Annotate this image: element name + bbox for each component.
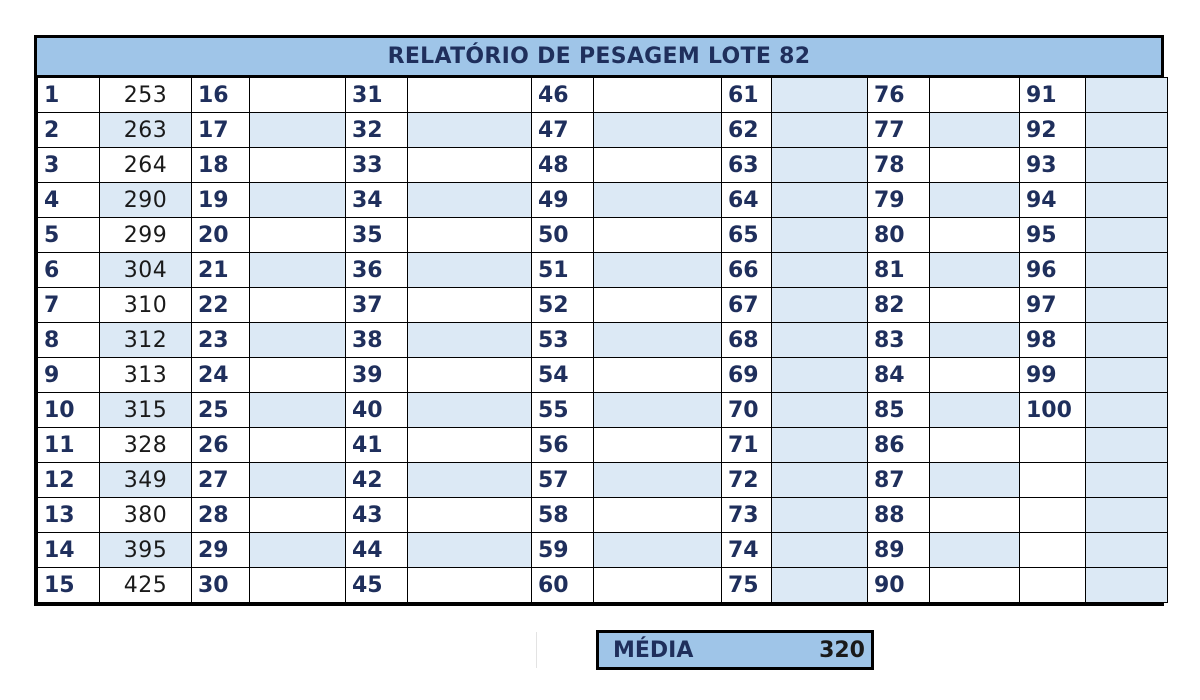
weighing-number: 18 <box>192 148 250 183</box>
table-row <box>38 533 1168 568</box>
weight-value <box>408 533 532 568</box>
weighing-number: 8 <box>38 323 100 358</box>
weight-value <box>772 498 868 533</box>
weighing-report <box>34 35 1164 606</box>
weight-value <box>594 393 722 428</box>
weighing-number: 95 <box>1020 218 1086 253</box>
weight-value: 349 <box>100 463 192 498</box>
weighing-number: 63 <box>722 148 772 183</box>
table-row <box>38 358 1168 393</box>
weighing-number: 59 <box>532 533 594 568</box>
weight-value <box>1086 498 1168 533</box>
weighing-number: 47 <box>532 113 594 148</box>
weight-value: 304 <box>100 253 192 288</box>
weighing-number: 4 <box>38 183 100 218</box>
table-row <box>38 323 1168 358</box>
weighing-number: 69 <box>722 358 772 393</box>
weight-value <box>250 463 346 498</box>
weight-value <box>772 428 868 463</box>
weight-value <box>1086 288 1168 323</box>
weighing-number: 86 <box>868 428 930 463</box>
weight-value <box>930 218 1020 253</box>
weighing-number: 55 <box>532 393 594 428</box>
weighing-number <box>1020 463 1086 498</box>
weighing-number: 66 <box>722 253 772 288</box>
weighing-number: 50 <box>532 218 594 253</box>
weighing-number: 20 <box>192 218 250 253</box>
weighing-number: 58 <box>532 498 594 533</box>
weighing-number: 90 <box>868 568 930 603</box>
weight-value: 380 <box>100 498 192 533</box>
weight-value <box>594 358 722 393</box>
weighing-number: 72 <box>722 463 772 498</box>
weighing-number: 93 <box>1020 148 1086 183</box>
weight-value: 264 <box>100 148 192 183</box>
weighing-number: 78 <box>868 148 930 183</box>
weight-value <box>408 498 532 533</box>
weight-value <box>408 568 532 603</box>
weight-value <box>250 428 346 463</box>
weighing-number: 81 <box>868 253 930 288</box>
weight-value <box>250 533 346 568</box>
weighing-number: 19 <box>192 183 250 218</box>
weighing-number: 41 <box>346 428 408 463</box>
weight-value <box>250 288 346 323</box>
weighing-number: 54 <box>532 358 594 393</box>
weighing-number: 15 <box>38 568 100 603</box>
weighing-number: 7 <box>38 288 100 323</box>
weighing-number: 36 <box>346 253 408 288</box>
weighing-number: 12 <box>38 463 100 498</box>
weighing-number: 92 <box>1020 113 1086 148</box>
weighing-number: 22 <box>192 288 250 323</box>
weighing-number: 82 <box>868 288 930 323</box>
weighing-number: 94 <box>1020 183 1086 218</box>
weight-value <box>594 463 722 498</box>
weight-value <box>930 288 1020 323</box>
weighing-number: 96 <box>1020 253 1086 288</box>
weighing-number: 30 <box>192 568 250 603</box>
weighing-number: 28 <box>192 498 250 533</box>
weighing-number: 33 <box>346 148 408 183</box>
divider-line <box>536 632 537 668</box>
weight-value <box>1086 358 1168 393</box>
weight-value <box>930 253 1020 288</box>
weighing-number: 84 <box>868 358 930 393</box>
weight-value <box>772 323 868 358</box>
weight-value <box>772 253 868 288</box>
weight-value <box>772 113 868 148</box>
weight-value <box>250 113 346 148</box>
weighing-number: 61 <box>722 78 772 113</box>
weight-value <box>250 183 346 218</box>
weighing-number: 79 <box>868 183 930 218</box>
weighing-number <box>1020 533 1086 568</box>
weighing-number: 62 <box>722 113 772 148</box>
weighing-number: 64 <box>722 183 772 218</box>
weight-value <box>250 78 346 113</box>
weighing-number: 80 <box>868 218 930 253</box>
weight-value <box>594 253 722 288</box>
weight-value <box>772 393 868 428</box>
weight-value <box>594 148 722 183</box>
table-row <box>38 463 1168 498</box>
weight-value <box>594 113 722 148</box>
weighing-number: 46 <box>532 78 594 113</box>
average-label: MÉDIA <box>613 637 694 663</box>
weighing-number: 76 <box>868 78 930 113</box>
weighing-number: 32 <box>346 113 408 148</box>
weight-value <box>250 218 346 253</box>
table-row <box>38 428 1168 463</box>
weight-value <box>408 428 532 463</box>
weight-value <box>1086 393 1168 428</box>
weighing-number: 2 <box>38 113 100 148</box>
weighing-number: 57 <box>532 463 594 498</box>
report-title: RELATÓRIO DE PESAGEM LOTE 82 <box>37 38 1161 77</box>
weight-value <box>408 323 532 358</box>
weight-value <box>408 78 532 113</box>
weight-value: 328 <box>100 428 192 463</box>
weight-value <box>594 568 722 603</box>
weighing-number: 31 <box>346 78 408 113</box>
weight-value <box>594 218 722 253</box>
weighing-number: 6 <box>38 253 100 288</box>
weighing-number: 21 <box>192 253 250 288</box>
weight-value <box>1086 78 1168 113</box>
weight-value <box>594 428 722 463</box>
weighing-number: 49 <box>532 183 594 218</box>
weight-value <box>408 463 532 498</box>
weighing-number: 16 <box>192 78 250 113</box>
weighing-number: 97 <box>1020 288 1086 323</box>
weight-value <box>772 533 868 568</box>
weight-value: 395 <box>100 533 192 568</box>
weighing-number: 52 <box>532 288 594 323</box>
weight-value <box>930 428 1020 463</box>
weight-value <box>1086 183 1168 218</box>
weighing-number: 43 <box>346 498 408 533</box>
weighing-number: 77 <box>868 113 930 148</box>
weight-value <box>930 498 1020 533</box>
weight-value <box>930 568 1020 603</box>
weight-value <box>594 498 722 533</box>
weighing-number: 9 <box>38 358 100 393</box>
weighing-number <box>1020 428 1086 463</box>
weighing-number: 60 <box>532 568 594 603</box>
table-row <box>38 253 1168 288</box>
weight-value <box>594 183 722 218</box>
table-row <box>38 498 1168 533</box>
weighing-number: 91 <box>1020 78 1086 113</box>
weight-value: 315 <box>100 393 192 428</box>
weight-value <box>408 393 532 428</box>
weight-value <box>772 183 868 218</box>
weighing-number: 83 <box>868 323 930 358</box>
average-box <box>596 630 874 670</box>
weight-value <box>930 323 1020 358</box>
weight-value <box>1086 568 1168 603</box>
weight-value: 313 <box>100 358 192 393</box>
weight-value <box>930 393 1020 428</box>
table-row <box>38 183 1168 218</box>
weight-value <box>408 358 532 393</box>
weight-value <box>1086 113 1168 148</box>
weighing-number: 45 <box>346 568 408 603</box>
weight-value: 263 <box>100 113 192 148</box>
weight-value <box>772 358 868 393</box>
weighing-number <box>1020 568 1086 603</box>
weight-value <box>930 183 1020 218</box>
table-row <box>38 78 1168 113</box>
weighing-number: 17 <box>192 113 250 148</box>
weight-value <box>408 183 532 218</box>
weighing-number: 26 <box>192 428 250 463</box>
weight-value: 310 <box>100 288 192 323</box>
weighing-number: 56 <box>532 428 594 463</box>
weighing-grid <box>37 77 1168 603</box>
weight-value <box>250 358 346 393</box>
average-value: 320 <box>819 637 865 663</box>
weighing-number: 53 <box>532 323 594 358</box>
table-row <box>38 113 1168 148</box>
weighing-number: 89 <box>868 533 930 568</box>
weighing-number: 25 <box>192 393 250 428</box>
weight-value <box>930 113 1020 148</box>
weight-value <box>930 358 1020 393</box>
weight-value <box>594 323 722 358</box>
weighing-number: 40 <box>346 393 408 428</box>
weighing-number <box>1020 498 1086 533</box>
weight-value: 425 <box>100 568 192 603</box>
weight-value <box>408 288 532 323</box>
weighing-number: 70 <box>722 393 772 428</box>
weighing-number: 29 <box>192 533 250 568</box>
weight-value <box>594 533 722 568</box>
weighing-number: 67 <box>722 288 772 323</box>
weighing-number: 5 <box>38 218 100 253</box>
weighing-number: 37 <box>346 288 408 323</box>
weight-value <box>772 568 868 603</box>
table-row <box>38 218 1168 253</box>
weight-value <box>1086 253 1168 288</box>
weight-value <box>930 148 1020 183</box>
weight-value <box>1086 463 1168 498</box>
weight-value <box>772 148 868 183</box>
weighing-number: 1 <box>38 78 100 113</box>
weight-value <box>1086 323 1168 358</box>
weight-value: 299 <box>100 218 192 253</box>
weighing-number: 38 <box>346 323 408 358</box>
weighing-number: 65 <box>722 218 772 253</box>
weight-value <box>930 533 1020 568</box>
weighing-number: 74 <box>722 533 772 568</box>
weight-value <box>250 498 346 533</box>
weighing-number: 27 <box>192 463 250 498</box>
weight-value <box>408 253 532 288</box>
weighing-number: 34 <box>346 183 408 218</box>
weighing-number: 14 <box>38 533 100 568</box>
weighing-number: 99 <box>1020 358 1086 393</box>
weight-value: 290 <box>100 183 192 218</box>
weight-value <box>594 288 722 323</box>
weighing-number: 88 <box>868 498 930 533</box>
table-row <box>38 288 1168 323</box>
weighing-number: 24 <box>192 358 250 393</box>
weight-value <box>930 78 1020 113</box>
weight-value <box>250 568 346 603</box>
table-row <box>38 148 1168 183</box>
weight-value <box>772 218 868 253</box>
weight-value <box>1086 533 1168 568</box>
weight-value <box>250 323 346 358</box>
weight-value <box>1086 428 1168 463</box>
weighing-number: 87 <box>868 463 930 498</box>
weight-value: 253 <box>100 78 192 113</box>
weight-value <box>408 113 532 148</box>
table-row <box>38 568 1168 603</box>
weight-value <box>1086 148 1168 183</box>
table-row <box>38 393 1168 428</box>
weighing-number: 42 <box>346 463 408 498</box>
weighing-number: 98 <box>1020 323 1086 358</box>
weight-value <box>408 148 532 183</box>
weighing-number: 85 <box>868 393 930 428</box>
weighing-number: 44 <box>346 533 408 568</box>
weighing-number: 23 <box>192 323 250 358</box>
weighing-number: 48 <box>532 148 594 183</box>
weight-value: 312 <box>100 323 192 358</box>
weight-value <box>772 288 868 323</box>
weight-value <box>250 253 346 288</box>
weighing-number: 13 <box>38 498 100 533</box>
weighing-number: 3 <box>38 148 100 183</box>
weight-value <box>250 393 346 428</box>
weighing-number: 71 <box>722 428 772 463</box>
weighing-number: 100 <box>1020 393 1086 428</box>
weight-value <box>594 78 722 113</box>
weighing-number: 68 <box>722 323 772 358</box>
weight-value <box>772 78 868 113</box>
weight-value <box>930 463 1020 498</box>
weight-value <box>772 463 868 498</box>
weighing-number: 73 <box>722 498 772 533</box>
weighing-number: 75 <box>722 568 772 603</box>
weight-value <box>1086 218 1168 253</box>
weight-value <box>408 218 532 253</box>
weight-value <box>250 148 346 183</box>
weighing-number: 10 <box>38 393 100 428</box>
weighing-number: 51 <box>532 253 594 288</box>
weighing-number: 11 <box>38 428 100 463</box>
weighing-number: 35 <box>346 218 408 253</box>
weighing-number: 39 <box>346 358 408 393</box>
